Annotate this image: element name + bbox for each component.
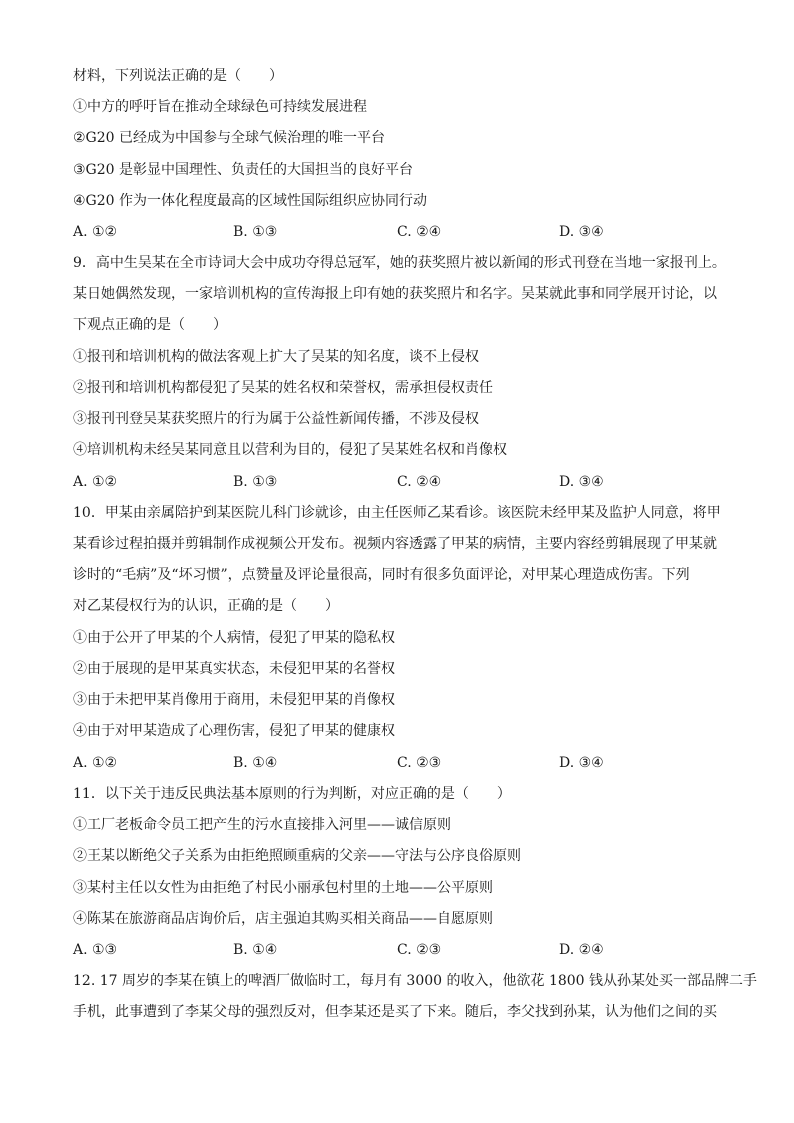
q11-option-b: B. ①④ [233, 942, 278, 958]
q10-statement-3: ③由于未把甲某肖像用于商用，未侵犯甲某的肖像权 [73, 692, 395, 708]
q8-statement-3: ③G20 是彰显中国理性、负责任的大国担当的良好平台 [73, 162, 413, 178]
q10-option-a: A. ①② [73, 755, 118, 771]
q12-stem-line-1: 12. 17 周岁的李某在镇上的啤酒厂做临时工，每月有 3000 的收入，他欲花 1800 钱从孙某处买一部品牌二手 [73, 973, 758, 989]
q9-stem-line-1: 9．高中生吴某在全市诗词大会中成功夺得总冠军，她的获奖照片被以新闻的形式刊登在当地一家报刊上。 [73, 255, 726, 271]
q9-option-a: A. ①② [73, 474, 118, 490]
q9-statement-1: ①报刊和培训机构的做法客观上扩大了吴某的知名度，谈不上侵权 [73, 349, 479, 365]
q9-stem-line-2: 某日她偶然发现，一家培训机构的宣传海报上印有她的获奖照片和名字。吴某就此事和同学展开讨论，以 [73, 286, 717, 302]
q8-option-d: D. ③④ [559, 224, 604, 240]
q11-option-c: C. ②③ [397, 942, 442, 958]
q10-options [73, 753, 733, 773]
q8-statement-1: ①中方的呼吁旨在推动全球绿色可持续发展进程 [73, 99, 367, 115]
q9-statement-2: ②报刊和培训机构都侵犯了吴某的姓名权和荣誉权，需承担侵权责任 [73, 380, 493, 396]
q11-option-a: A. ①③ [73, 942, 118, 958]
q9-stem-line-3: 下观点正确的是（ ） [73, 317, 227, 333]
q8-statement-4: ④G20 作为一体化程度最高的区域性国际组织应协同行动 [73, 193, 427, 209]
q11-stem: 11．以下关于违反民典法基本原则的行为判断，对应正确的是（ ） [73, 786, 511, 802]
q9-option-c: C. ②④ [397, 474, 442, 490]
q9-option-b: B. ①③ [233, 474, 278, 490]
q10-option-b: B. ①④ [233, 755, 278, 771]
q10-stem-line-1: 10．甲某由亲属陪护到某医院儿科门诊就诊，由主任医师乙某看诊。该医院未经甲某及监护人同意，将甲 [73, 505, 721, 521]
q10-option-d: D. ③④ [559, 755, 604, 771]
q9-statement-4: ④培训机构未经吴某同意且以营利为目的，侵犯了吴某姓名权和肖像权 [73, 442, 507, 458]
q11-statement-4: ④陈某在旅游商品店询价后，店主强迫其购买相关商品——自愿原则 [73, 911, 493, 927]
q8-option-c: C. ②④ [397, 224, 442, 240]
q11-options [73, 940, 733, 960]
q9-options [73, 472, 733, 492]
q9-statement-3: ③报刊刊登吴某获奖照片的行为属于公益性新闻传播，不涉及侵权 [73, 411, 479, 427]
q11-option-d: D. ②④ [559, 942, 604, 958]
q11-statement-1: ①工厂老板命令员工把产生的污水直接排入河里——诚信原则 [73, 817, 451, 833]
q12-stem-line-2: 手机，此事遭到了李某父母的强烈反对，但李某还是买了下来。随后，李父找到孙某，认为他们之间的买 [73, 1004, 717, 1020]
q10-statement-2: ②由于展现的是甲某真实状态，未侵犯甲某的名誉权 [73, 661, 395, 677]
q10-stem-line-4: 对乙某侵权行为的认识，正确的是（ ） [73, 598, 339, 614]
q8-option-a: A. ①② [73, 224, 118, 240]
q10-stem-line-3: 诊时的“毛病”及“坏习惯”，点赞量及评论量很高，同时有很多负面评论，对甲某心理造成伤害。下列 [73, 567, 690, 583]
q9-option-d: D. ③④ [559, 474, 604, 490]
q11-statement-2: ②王某以断绝父子关系为由拒绝照顾重病的父亲——守法与公序良俗原则 [73, 848, 521, 864]
q10-option-c: C. ②③ [397, 755, 442, 771]
q10-stem-line-2: 某看诊过程拍摄并剪辑制作成视频公开发布。视频内容透露了甲某的病情，主要内容经剪辑展现了甲某就 [73, 536, 717, 552]
q8-options [73, 222, 733, 242]
q10-statement-1: ①由于公开了甲某的个人病情，侵犯了甲某的隐私权 [73, 630, 395, 646]
q11-statement-3: ③某村主任以女性为由拒绝了村民小丽承包村里的土地——公平原则 [73, 880, 493, 896]
q10-statement-4: ④由于对甲某造成了心理伤害，侵犯了甲某的健康权 [73, 723, 395, 739]
q8-statement-2: ②G20 已经成为中国参与全球气候治理的唯一平台 [73, 130, 385, 146]
q8-option-b: B. ①③ [233, 224, 278, 240]
q8-stem-end: 材料，下列说法正确的是（ ） [73, 68, 283, 84]
